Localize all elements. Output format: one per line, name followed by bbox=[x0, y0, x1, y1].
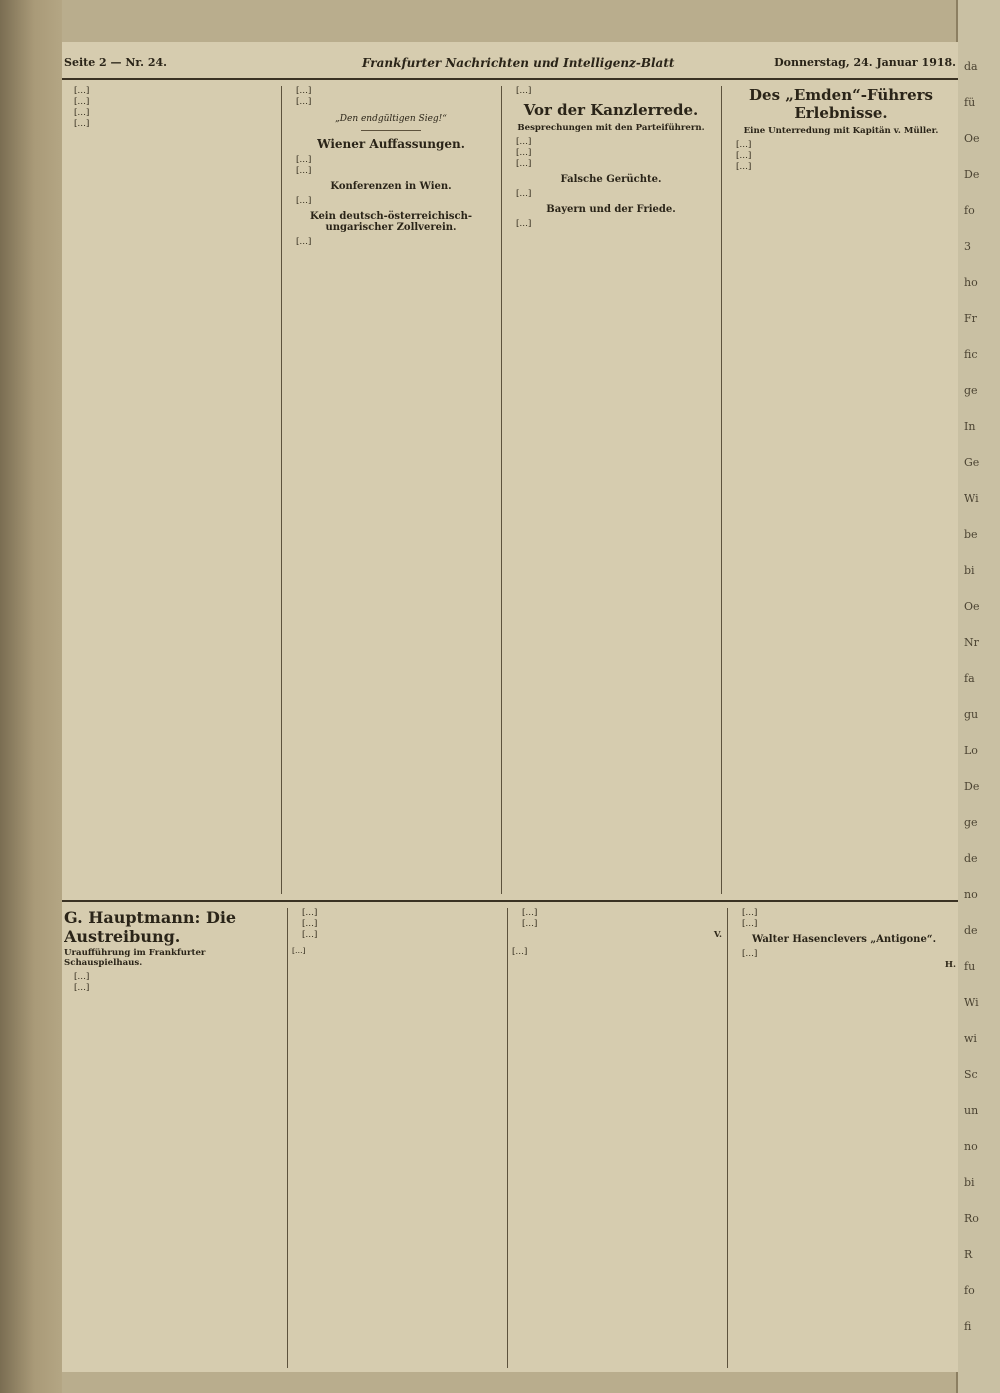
adjacent-page-text-fragment: Ge bbox=[964, 456, 980, 469]
article-paragraph: […] bbox=[516, 137, 532, 147]
horizontal-page-rule bbox=[62, 900, 958, 902]
adjacent-page-text-fragment: fü bbox=[964, 96, 976, 109]
article-paragraph: […] bbox=[296, 97, 312, 107]
adjacent-page-text-fragment: fu bbox=[964, 960, 976, 973]
top-column-2 bbox=[286, 86, 496, 894]
adjacent-page-text-fragment: Nr bbox=[964, 636, 979, 649]
article-title-austreibung: G. Hauptmann: Die Austreibung. bbox=[64, 908, 237, 946]
adjacent-page-text-fragment: fa bbox=[964, 672, 975, 685]
caption: […] bbox=[512, 947, 528, 957]
article-paragraph: […] bbox=[302, 919, 318, 929]
adjacent-page-text-fragment: gu bbox=[964, 708, 979, 721]
adjacent-page-text-fragment: no bbox=[964, 1140, 978, 1153]
adjacent-page-text-fragment: De bbox=[964, 168, 980, 181]
adjacent-page-text-fragment: ho bbox=[964, 276, 978, 289]
article-paragraph: […] bbox=[742, 919, 758, 929]
bottom-column-3 bbox=[512, 908, 722, 1368]
adjacent-page-text-fragment: In bbox=[964, 420, 976, 433]
adjacent-page-text-fragment: Oe bbox=[964, 600, 980, 613]
bottom-column-1 bbox=[64, 908, 282, 1368]
column-rule bbox=[501, 86, 502, 894]
adjacent-page-text-fragment: Lo bbox=[964, 744, 978, 757]
section-title-falsche-geruechte: Falsche Gerüchte. bbox=[560, 174, 662, 185]
adjacent-page-text-fragment: Ro bbox=[964, 1212, 979, 1225]
article-paragraph: […] bbox=[296, 166, 312, 176]
article-paragraph: […] bbox=[74, 119, 90, 129]
bottom-column-4 bbox=[732, 908, 956, 1368]
adjacent-page-text-fragment: da bbox=[964, 60, 978, 73]
article-paragraph: […] bbox=[74, 97, 90, 107]
top-column-4 bbox=[726, 86, 956, 894]
article-paragraph: […] bbox=[74, 86, 90, 96]
scan-left-edge bbox=[0, 0, 62, 1393]
adjacent-page-text-fragment: bi bbox=[964, 564, 975, 577]
adjacent-page-text-fragment: fic bbox=[964, 348, 978, 361]
page-number: Seite 2 — Nr. 24. bbox=[64, 56, 167, 69]
column-rule bbox=[281, 86, 282, 894]
section-title-wiener-auffassungen: Wiener Auffassungen. bbox=[317, 137, 465, 151]
adjacent-page-text-fragment: Fr bbox=[964, 312, 977, 325]
column-rule bbox=[287, 908, 288, 1368]
top-column-1 bbox=[64, 86, 276, 894]
adjacent-page-text-fragment: ge bbox=[964, 816, 978, 829]
signature: V. bbox=[713, 930, 722, 940]
article-paragraph: […] bbox=[296, 237, 312, 247]
adjacent-page-text-fragment: bi bbox=[964, 1176, 975, 1189]
adjacent-page-text-fragment: de bbox=[964, 924, 978, 937]
bottom-column-2 bbox=[292, 908, 502, 1368]
column-rule bbox=[721, 86, 722, 894]
article-paragraph: […] bbox=[74, 972, 90, 982]
column-rule bbox=[507, 908, 508, 1368]
article-paragraph: […] bbox=[74, 108, 90, 118]
adjacent-page-text-fragment: ge bbox=[964, 384, 978, 397]
adjacent-page-text-fragment: R bbox=[964, 1248, 973, 1261]
article-paragraph: […] bbox=[296, 86, 312, 96]
adjacent-page-text-fragment: no bbox=[964, 888, 978, 901]
section-title-bayern-und-der-friede: Bayern und der Friede. bbox=[546, 204, 676, 215]
adjacent-page-text-fragment: Wi bbox=[964, 492, 979, 505]
article-paragraph: […] bbox=[742, 908, 758, 918]
adjacent-page-text-fragment: wi bbox=[964, 1032, 977, 1045]
article-paragraph: […] bbox=[516, 189, 532, 199]
article-paragraph: […] bbox=[516, 219, 532, 229]
newspaper-page bbox=[62, 42, 958, 1372]
adjacent-page-text-fragment: De bbox=[964, 780, 980, 793]
adjacent-page-text-fragment: fi bbox=[964, 1320, 972, 1333]
article-paragraph: […] bbox=[516, 159, 532, 169]
article-paragraph: […] bbox=[516, 86, 532, 96]
article-paragraph: […] bbox=[736, 140, 752, 150]
signature: H. bbox=[944, 960, 956, 970]
article-paragraph: […] bbox=[302, 908, 318, 918]
adjacent-page-text-fragment: Wi bbox=[964, 996, 979, 1009]
adjacent-page-text-fragment: un bbox=[964, 1104, 979, 1117]
section-title-zollverein: Kein deutsch-österreichisch-ungarischer Zollverein. bbox=[309, 211, 473, 233]
section-divider bbox=[361, 130, 421, 131]
section-title-vor-der-kanzlerrede: Vor der Kanzlerrede. bbox=[523, 101, 699, 119]
issue-date: Donnerstag, 24. Januar 1918. bbox=[774, 56, 956, 69]
article-paragraph: […] bbox=[516, 148, 532, 158]
closing-quote: „Den endgültigen Sieg!“ bbox=[335, 114, 447, 124]
article-paragraph: […] bbox=[74, 983, 90, 993]
section-title-konferenzen-in-wien: Konferenzen in Wien. bbox=[330, 181, 452, 192]
adjacent-page-text-fragment: de bbox=[964, 852, 978, 865]
article-paragraph: […] bbox=[736, 151, 752, 161]
article-paragraph: […] bbox=[522, 919, 538, 929]
adjacent-page-text-fragment: Sc bbox=[964, 1068, 978, 1081]
article-subtitle-emden: Eine Unterredung mit Kapitän v. Müller. bbox=[743, 126, 939, 136]
adjacent-page-text-fragment: 3 bbox=[964, 240, 971, 253]
adjacent-page-text-fragment: Oe bbox=[964, 132, 980, 145]
article-paragraph: […] bbox=[296, 196, 312, 206]
article-subtitle-austreibung: Uraufführung im Frankfurter Schauspielhaus. bbox=[64, 948, 206, 968]
adjacent-page-edge bbox=[956, 0, 1000, 1393]
article-paragraph: […] bbox=[522, 908, 538, 918]
article-paragraph: […] bbox=[742, 949, 758, 959]
page-header bbox=[62, 52, 958, 80]
article-paragraph: […] bbox=[302, 930, 318, 940]
adjacent-page-text-fragment: fo bbox=[964, 1284, 975, 1297]
adjacent-page-text-fragment: fo bbox=[964, 204, 975, 217]
masthead: Frankfurter Nachrichten und Intelligenz-Blatt bbox=[362, 56, 675, 70]
section-subtitle: Besprechungen mit den Parteiführern. bbox=[517, 123, 705, 133]
section-title-antigone: Walter Hasenclevers „Antigone“. bbox=[751, 934, 937, 945]
footnote: […] bbox=[292, 946, 306, 955]
adjacent-page-text-fragment: be bbox=[964, 528, 978, 541]
top-column-3 bbox=[506, 86, 716, 894]
column-rule bbox=[727, 908, 728, 1368]
article-paragraph: […] bbox=[736, 162, 752, 172]
article-paragraph: […] bbox=[296, 155, 312, 165]
article-title-emden: Des „Emden“-Führers Erlebnisse. bbox=[749, 86, 933, 122]
